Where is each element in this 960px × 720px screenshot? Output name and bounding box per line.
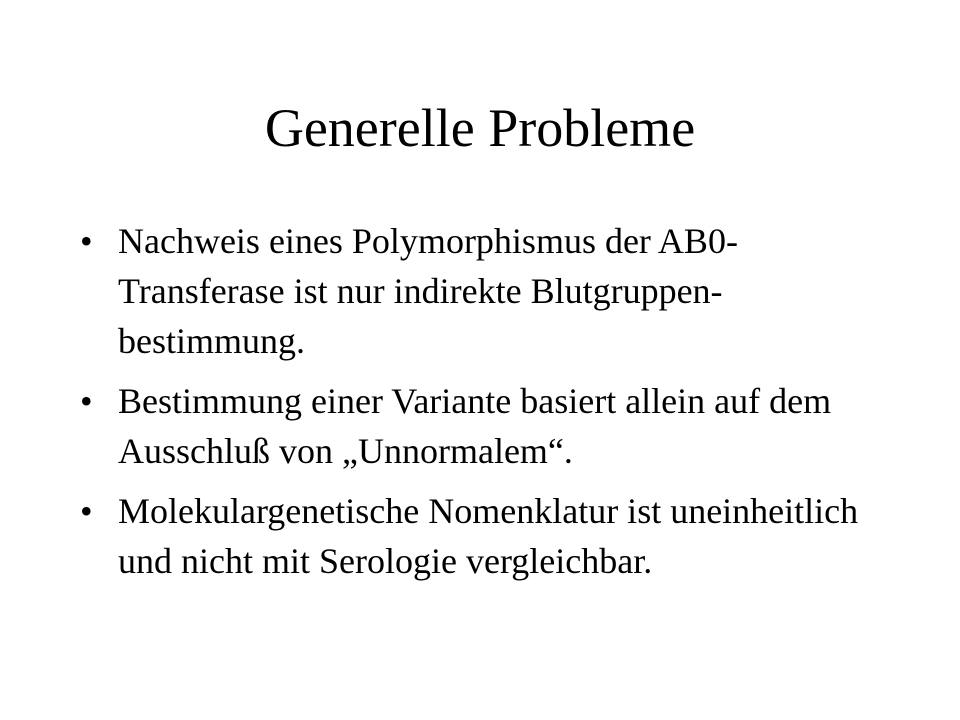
bullet-text: Molekulargenetische Nomenklatur ist uneinheitlich und nicht mit Serologie vergleichbar. [118,491,859,581]
bullet-item-3 [80,486,880,586]
bullet-list [80,216,880,596]
bullet-marker: • [80,221,93,261]
bullet-text: Bestimmung einer Variante basiert allein auf dem Ausschluß von „Unnormalem“. [118,381,832,471]
slide-title: Generelle Probleme [264,98,696,158]
bullet-item-2 [80,376,880,476]
bullet-item-1 [80,216,880,366]
bullet-marker: • [80,491,93,531]
bullet-text: Nachweis eines Polymorphismus der AB0-Transferase ist nur indirekte Blutgruppen-bestimmung. [118,221,738,361]
bullet-marker: • [80,381,93,421]
